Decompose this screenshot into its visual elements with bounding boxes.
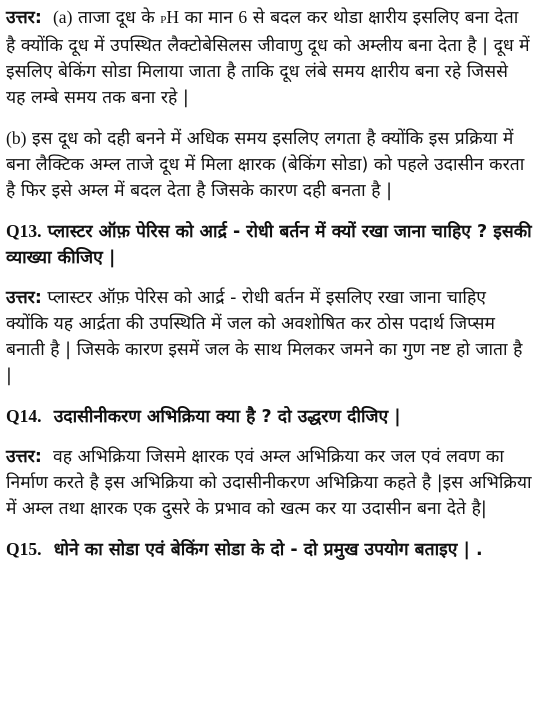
answer-text: वह अभिक्रिया जिसमे क्षारक एवं अम्ल अभिक्रिया कर जल एवं लवण का निर्माण करते है इस अभिक्रिया को उदासीनीकरण अभिक्रिया कहते है |इस अभिक्रिया में अम्ल तथा क्षारक एक दुसरे के प्रभाव को खत्म कर या उदासीन बना देते है|	[6, 447, 532, 519]
question-number: Q15.	[6, 539, 42, 559]
question-text: Q15. धोने का सोडा एवं बेकिंग सोडा के दो - दो प्रमुख उपयोग बताइए | .	[6, 539, 483, 560]
question-13	[6, 218, 532, 271]
answer-label: उत्तर:	[6, 8, 42, 28]
answer-text: से बदल कर थोडा क्षारीय इसलिए बना देता है क्योंकि दूध में उपस्थित लैक्टोबेसिलस जीवाणु दूध को अम्लीय बना देता है | दूध में इसलिए बेकिंग सोडा मिलाया जाता है ताकि दूध लंबे समय क्षारीय बना रहे जिससे यह लम्बे समय तक बना रहे |	[6, 8, 530, 108]
answer-text: इस दूध को दही बनने में अधिक समय इसलिए लगता है क्योंकि इस प्रक्रिया में बना लैक्टिक अम्ल ताजे दूध में मिला क्षारक (बेकिंग सोडा) को पहले उदासीन करता है फिर इसे अम्ल में बदल देता है जिसके कारण दही बनता है |	[6, 129, 525, 201]
answer-paragraph	[6, 285, 532, 389]
answer-13	[6, 285, 532, 389]
ph-value: 6	[238, 7, 248, 27]
option-label-b: (b)	[6, 128, 27, 148]
answer-paragraph	[6, 125, 532, 204]
answer-text: प्लास्टर ऑफ़ पेरिस को आर्द्र - रोधी बर्तन में इसलिए रखा जाना चाहिए क्योंकि यह आर्द्रता की उपस्थिति में जल को अवशोषित कर ठोस पदार्थ जिप्सम बनाती है | जिसके कारण इसमें जल के साथ मिलकर जमने का गुण नष्ट हो जाता है |	[6, 288, 523, 386]
question-15	[6, 536, 532, 563]
question-number: Q14.	[6, 406, 42, 426]
option-label-a: (a)	[52, 7, 73, 27]
question-14	[6, 403, 532, 430]
ph-symbol: PH	[160, 7, 179, 27]
answer-label: उत्तर:	[6, 288, 42, 308]
question-text: Q13. प्लास्टर ऑफ़ पेरिस को आर्द्र - रोधी बर्तन में क्यों रखा जाना चाहिए ? इसकी व्याख्या कीजिए |	[6, 221, 532, 268]
answer-q12-part-a	[6, 4, 532, 111]
answer-label: उत्तर:	[6, 447, 42, 467]
answer-text: का मान	[184, 8, 233, 28]
answer-paragraph	[6, 4, 532, 111]
answer-q12-part-b	[6, 125, 532, 204]
question-text: Q14. उदासीनीकरण अभिक्रिया क्या है ? दो उद्धरण दीजिए |	[6, 406, 401, 427]
answer-14	[6, 444, 532, 522]
answer-text: ताजा दूध के	[78, 8, 155, 28]
answer-paragraph	[6, 444, 532, 522]
question-number: Q13.	[6, 221, 42, 241]
